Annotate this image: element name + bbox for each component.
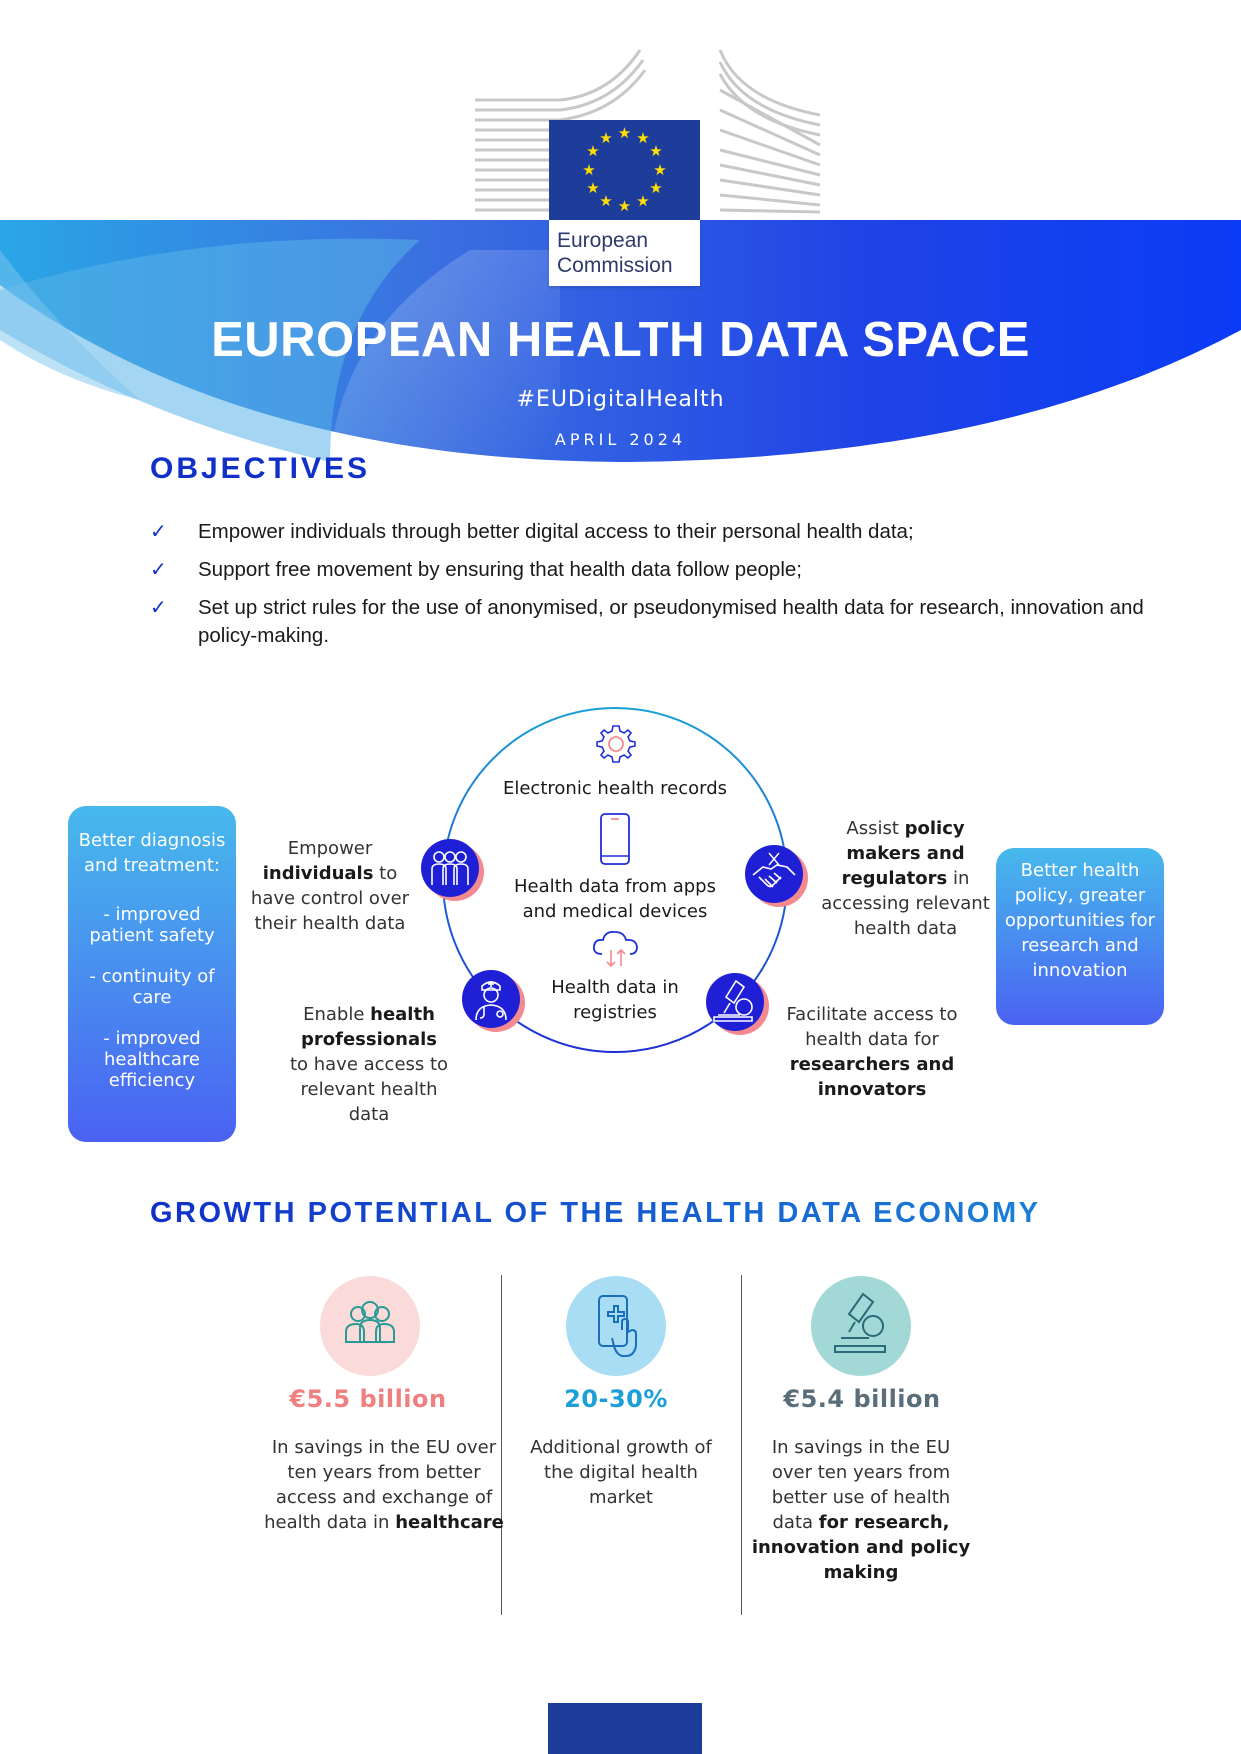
diagnosis-box <box>68 806 236 1142</box>
page-title: EUROPEAN HEALTH DATA SPACE <box>211 313 1030 367</box>
footer-flag-block <box>548 1703 702 1754</box>
microscope-icon <box>706 973 764 1031</box>
policy-box-text: Better health policy, greater opportunities for research and innovation <box>1004 860 1156 981</box>
people-icon <box>421 839 479 897</box>
diagnosis-title: Better diagnosis and treatment: <box>78 830 226 876</box>
objectives-heading: OBJECTIVES <box>150 452 371 485</box>
european-commission-logo <box>549 120 700 286</box>
svg-text:★: ★ <box>586 179 600 197</box>
researchers-badge <box>706 973 764 1031</box>
eu-flag <box>549 120 700 220</box>
researchers-label <box>782 1002 962 1102</box>
objective-item <box>150 556 1150 584</box>
professionals-label <box>284 1002 454 1127</box>
checkmark-icon: ✓ <box>150 559 167 581</box>
researchers-pre: Facilitate access to health data for <box>786 1004 958 1050</box>
individuals-pre: Empower <box>287 838 373 859</box>
stat-3-desc-plain: In savings in the EU over ten years from better use of health data <box>771 1437 951 1533</box>
objective-item <box>150 594 1150 650</box>
professionals-badge <box>462 970 520 1028</box>
individuals-label <box>245 836 415 936</box>
stat-3-desc-bold: for research, innovation and policy making <box>751 1512 971 1583</box>
cloud-sync-icon <box>590 928 642 970</box>
stat-2-circle <box>566 1276 666 1376</box>
svg-text:★: ★ <box>653 161 667 179</box>
hashtag: #EUDigitalHealth <box>516 387 725 412</box>
svg-text:★: ★ <box>617 124 632 142</box>
svg-text:★: ★ <box>586 142 600 160</box>
individuals-bold: individuals <box>262 863 374 884</box>
objective-item <box>150 518 1150 546</box>
individuals-post: to have control over their health data <box>250 863 410 934</box>
publication-date: APRIL 2024 <box>554 430 687 449</box>
stat-1-circle <box>320 1276 420 1376</box>
diagnosis-point: - improved patient safety <box>89 904 215 946</box>
stat-3-desc <box>751 1435 971 1585</box>
svg-text:★: ★ <box>599 129 613 147</box>
stat-3-value: €5.4 billion <box>783 1385 941 1413</box>
people-group-icon <box>320 1276 420 1376</box>
microscope-icon <box>811 1276 911 1376</box>
stat-1-desc <box>264 1435 504 1535</box>
stat-1-desc-bold: healthcare <box>395 1512 504 1533</box>
logo-text-panel <box>549 220 700 286</box>
policy-bold: policy makers and regulators <box>841 818 965 889</box>
ehr-label: Electronic health records <box>502 778 728 799</box>
policy-pre: Assist <box>846 818 899 839</box>
professionals-bold: health professionals <box>301 1004 437 1050</box>
stat-2-desc-plain: Additional growth of the digital health market <box>530 1437 712 1508</box>
professionals-pre: Enable <box>303 1004 365 1025</box>
researchers-bold: researchers and innovators <box>789 1054 955 1100</box>
policy-post: in accessing relevant health data <box>821 868 990 939</box>
checkmark-icon: ✓ <box>150 597 167 619</box>
growth-heading: GROWTH POTENTIAL OF THE HEALTH DATA ECONOMY <box>150 1197 1041 1229</box>
stat-1-desc-plain: In savings in the EU over ten years from better access and exchange of health data in <box>264 1437 497 1533</box>
stat-1-value: €5.5 billion <box>289 1385 447 1413</box>
svg-text:★: ★ <box>636 129 650 147</box>
checkmark-icon: ✓ <box>150 521 167 543</box>
doctor-icon <box>462 970 520 1028</box>
objective-text: Empower individuals through better digital access to their personal health data; <box>198 520 914 543</box>
svg-text:★: ★ <box>649 142 663 160</box>
policy-label <box>818 816 993 941</box>
handshake-icon <box>745 845 803 903</box>
professionals-post: to have access to relevant health data <box>289 1054 449 1125</box>
svg-text:★: ★ <box>617 197 632 215</box>
svg-text:★: ★ <box>599 192 613 210</box>
smartphone-icon <box>598 812 632 866</box>
eu-stars-icon <box>549 120 700 220</box>
apps-label: Health data from apps and medical devices <box>514 876 716 922</box>
diagnosis-point: - improved healthcare efficiency <box>103 1028 201 1091</box>
stat-2-desc <box>526 1435 716 1510</box>
phone-touch-icon <box>566 1276 666 1376</box>
policy-box <box>996 848 1164 1025</box>
diagnosis-point: - continuity of care <box>89 966 215 1008</box>
logo-wordmark <box>557 228 673 278</box>
logo-line-1: European <box>557 229 649 252</box>
svg-text:★: ★ <box>649 179 663 197</box>
objective-text: Set up strict rules for the use of anonymised, or pseudonymised health data for research, innovation and policy-making. <box>198 596 1144 647</box>
objectives-list <box>150 518 1150 660</box>
stat-3-circle <box>811 1276 911 1376</box>
registries-label: Health data in registries <box>551 977 679 1023</box>
objective-text: Support free movement by ensuring that health data follow people; <box>198 558 802 581</box>
svg-text:★: ★ <box>636 192 650 210</box>
individuals-badge <box>421 839 479 897</box>
svg-text:★: ★ <box>582 161 596 179</box>
divider-line <box>741 1275 742 1615</box>
policy-badge <box>745 845 803 903</box>
stat-2-value: 20-30% <box>564 1385 668 1413</box>
logo-line-2: Commission <box>557 254 673 277</box>
gear-icon <box>594 722 638 766</box>
